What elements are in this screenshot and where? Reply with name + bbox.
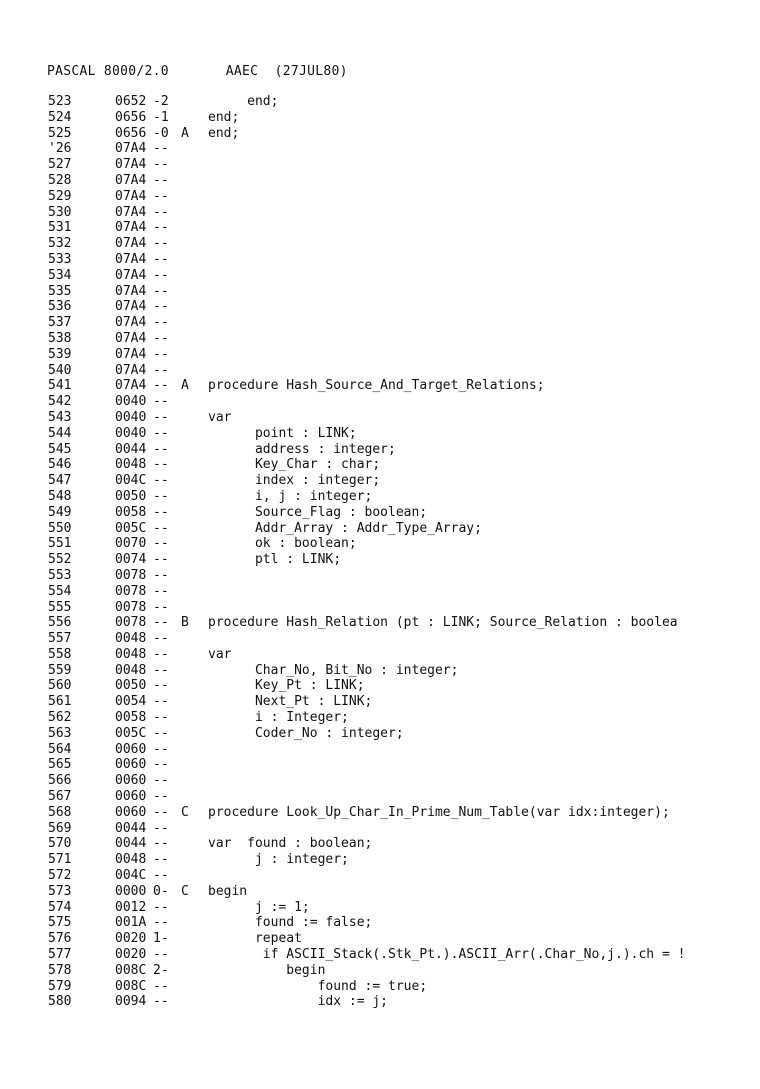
line-number: 548 — [48, 488, 72, 504]
address: 0054 — [115, 694, 147, 710]
source-code: Key_Pt : LINK; — [208, 678, 365, 694]
line-number: 557 — [48, 631, 72, 647]
listing-line — [0, 789, 760, 805]
line-number: 535 — [48, 283, 72, 299]
address: 0020 — [115, 931, 147, 947]
address: 004C — [115, 868, 147, 884]
nesting-level: -- — [153, 631, 169, 647]
source-code: j : integer; — [208, 852, 349, 868]
line-number: 542 — [48, 394, 72, 410]
line-number: 572 — [48, 868, 72, 884]
listing-line — [0, 173, 760, 189]
nesting-level: -- — [153, 646, 169, 662]
address: 0050 — [115, 488, 147, 504]
nesting-level: -- — [153, 710, 169, 726]
line-number: 578 — [48, 962, 72, 978]
address: 0060 — [115, 789, 147, 805]
listing-line — [0, 631, 760, 647]
line-number: 553 — [48, 567, 72, 583]
line-number: 571 — [48, 852, 72, 868]
nesting-level: -- — [153, 694, 169, 710]
line-number: 567 — [48, 789, 72, 805]
source-code: procedure Hash_Source_And_Target_Relations; — [208, 378, 545, 394]
listing-line — [0, 394, 760, 410]
line-number: 537 — [48, 315, 72, 331]
line-number: 566 — [48, 773, 72, 789]
listing-line — [0, 615, 760, 631]
listing-line — [0, 347, 760, 363]
source-code: begin — [208, 883, 248, 899]
line-number: 564 — [48, 741, 72, 757]
source-code: repeat — [208, 931, 302, 947]
address: 0070 — [115, 536, 147, 552]
line-number: 533 — [48, 251, 72, 267]
nesting-level: -- — [153, 236, 169, 252]
nesting-level: -- — [153, 425, 169, 441]
line-number: 538 — [48, 330, 72, 346]
compiler-name: PASCAL 8000/2.0 — [47, 64, 169, 79]
line-number: 556 — [48, 615, 72, 631]
nesting-level: -- — [153, 915, 169, 931]
nesting-level: -- — [153, 536, 169, 552]
listing-line — [0, 205, 760, 221]
nesting-level: -- — [153, 204, 169, 220]
nesting-level: -- — [153, 615, 169, 631]
nesting-level: -- — [153, 773, 169, 789]
line-number: 523 — [48, 94, 72, 109]
nesting-level: -- — [153, 552, 169, 568]
listing-line — [0, 252, 760, 268]
nesting-level: -- — [153, 188, 169, 204]
listing-line — [0, 157, 760, 173]
address: 0078 — [115, 567, 147, 583]
nesting-level: -- — [153, 994, 169, 1010]
line-number: 545 — [48, 441, 72, 457]
line-number: 540 — [48, 362, 72, 378]
site-name: AAEC — [225, 64, 259, 79]
line-number: 580 — [48, 994, 72, 1010]
nesting-level: -- — [153, 947, 169, 963]
source-code: found := false; — [208, 915, 373, 931]
line-number: 544 — [48, 425, 72, 441]
address: 07A4 — [115, 330, 147, 346]
listing-line — [0, 836, 760, 852]
line-number: 547 — [48, 473, 72, 489]
address: 0020 — [115, 947, 147, 963]
line-number: 569 — [48, 820, 72, 836]
nesting-level: -- — [153, 251, 169, 267]
line-number: 552 — [48, 552, 72, 568]
source-code: Next_Pt : LINK; — [208, 694, 373, 710]
line-number: 558 — [48, 646, 72, 662]
listing-line — [0, 663, 760, 679]
address: 008C — [115, 962, 147, 978]
address: 0044 — [115, 441, 147, 457]
nesting-level: -- — [153, 141, 169, 157]
line-number: 528 — [48, 172, 72, 188]
nesting-level: -- — [153, 899, 169, 915]
nesting-level: -- — [153, 789, 169, 805]
nesting-level: -- — [153, 583, 169, 599]
listing-line — [0, 236, 760, 252]
listing-line — [0, 268, 760, 284]
source-code: ok : boolean; — [208, 536, 357, 552]
source-code: i : Integer; — [208, 710, 349, 726]
nesting-level: -- — [153, 409, 169, 425]
listing-line — [0, 426, 760, 442]
line-number: 525 — [48, 125, 72, 141]
source-code: procedure Look_Up_Char_In_Prime_Num_Table(var idx:integer); — [208, 804, 670, 820]
listing-line — [0, 915, 760, 931]
address: 0060 — [115, 804, 147, 820]
listing-line — [0, 757, 760, 773]
line-number: 534 — [48, 267, 72, 283]
nesting-level: -- — [153, 172, 169, 188]
address: 07A4 — [115, 362, 147, 378]
listing-line — [0, 457, 760, 473]
source-code: var — [208, 646, 232, 662]
nesting-level: -- — [153, 678, 169, 694]
listing-line — [0, 220, 760, 236]
line-number: 546 — [48, 457, 72, 473]
line-number: 579 — [48, 978, 72, 994]
line-number: 539 — [48, 346, 72, 362]
listing-line — [0, 678, 760, 694]
nesting-level: -- — [153, 820, 169, 836]
address: 0048 — [115, 852, 147, 868]
address: 0060 — [115, 757, 147, 773]
address: 0078 — [115, 583, 147, 599]
line-number: 575 — [48, 915, 72, 931]
nesting-level: -- — [153, 315, 169, 331]
address: 008C — [115, 978, 147, 994]
source-code: address : integer; — [208, 441, 396, 457]
line-number: 529 — [48, 188, 72, 204]
block-letter: A — [181, 125, 189, 141]
nesting-level: -- — [153, 283, 169, 299]
nesting-level: -- — [153, 836, 169, 852]
line-number: 577 — [48, 947, 72, 963]
line-number: 536 — [48, 299, 72, 315]
address: 0058 — [115, 504, 147, 520]
nesting-level: 1- — [153, 931, 169, 947]
source-code: var found : boolean; — [208, 836, 373, 852]
source-code: i, j : integer; — [208, 488, 373, 504]
listing-line — [0, 900, 760, 916]
source-code: Source_Flag : boolean; — [208, 504, 428, 520]
address: 0012 — [115, 899, 147, 915]
listing-line — [0, 284, 760, 300]
address: 07A4 — [115, 157, 147, 173]
line-number: 562 — [48, 710, 72, 726]
address: 0048 — [115, 646, 147, 662]
listing-line — [0, 473, 760, 489]
source-code: Key_Char : char; — [208, 457, 381, 473]
nesting-level: -- — [153, 520, 169, 536]
page-header — [47, 64, 348, 79]
block-letter: A — [181, 378, 189, 394]
line-number: 561 — [48, 694, 72, 710]
listing-line — [0, 600, 760, 616]
address: 0652 — [115, 94, 147, 109]
nesting-level: -- — [153, 488, 169, 504]
address: 0078 — [115, 599, 147, 615]
line-number: 576 — [48, 931, 72, 947]
listing-line — [0, 852, 760, 868]
listing-line — [0, 552, 760, 568]
block-letter: C — [181, 883, 189, 899]
listing-line — [0, 189, 760, 205]
address: 07A4 — [115, 299, 147, 315]
source-code: procedure Hash_Relation (pt : LINK; Source_Relation : boolea — [208, 615, 678, 631]
address: 0656 — [115, 125, 147, 141]
source-code: Addr_Array : Addr_Type_Array; — [208, 520, 482, 536]
address: 0040 — [115, 409, 147, 425]
listing-line — [0, 94, 760, 110]
nesting-level: -- — [153, 441, 169, 457]
listing-line — [0, 947, 760, 963]
line-number: 559 — [48, 662, 72, 678]
listing-line — [0, 315, 760, 331]
nesting-level: -- — [153, 346, 169, 362]
line-number: 530 — [48, 204, 72, 220]
address: 0050 — [115, 678, 147, 694]
nesting-level: -- — [153, 662, 169, 678]
listing-line — [0, 868, 760, 884]
address: 0058 — [115, 710, 147, 726]
address: 07A4 — [115, 251, 147, 267]
address: 0060 — [115, 741, 147, 757]
nesting-level: -- — [153, 299, 169, 315]
listing-line — [0, 410, 760, 426]
address: 0094 — [115, 994, 147, 1010]
address: 0000 — [115, 883, 147, 899]
nesting-level: -- — [153, 267, 169, 283]
line-number: 568 — [48, 804, 72, 820]
source-code: found := true; — [208, 978, 428, 994]
nesting-level: -- — [153, 362, 169, 378]
address: 07A4 — [115, 188, 147, 204]
line-number: 554 — [48, 583, 72, 599]
listing-line — [0, 363, 760, 379]
address: 07A4 — [115, 283, 147, 299]
nesting-level: -- — [153, 804, 169, 820]
source-code: idx := j; — [208, 994, 389, 1010]
nesting-level: -- — [153, 220, 169, 236]
listing-line — [0, 742, 760, 758]
line-number: 565 — [48, 757, 72, 773]
source-code: end; — [208, 109, 240, 125]
nesting-level: 0- — [153, 883, 169, 899]
nesting-level: -- — [153, 330, 169, 346]
line-number: 560 — [48, 678, 72, 694]
line-number: 550 — [48, 520, 72, 536]
nesting-level: -- — [153, 394, 169, 410]
source-code: j := 1; — [208, 899, 310, 915]
source-code: point : LINK; — [208, 425, 357, 441]
line-number: 549 — [48, 504, 72, 520]
address: 0048 — [115, 662, 147, 678]
line-number: 563 — [48, 725, 72, 741]
listing-line — [0, 694, 760, 710]
listing-line — [0, 331, 760, 347]
nesting-level: -- — [153, 868, 169, 884]
address: 0048 — [115, 631, 147, 647]
listing-line — [0, 521, 760, 537]
nesting-level: -- — [153, 978, 169, 994]
address: 0060 — [115, 773, 147, 789]
address: 07A4 — [115, 267, 147, 283]
nesting-level: -- — [153, 457, 169, 473]
address: 0040 — [115, 394, 147, 410]
line-number: '26 — [48, 141, 72, 157]
listing-line — [0, 126, 760, 142]
address: 07A4 — [115, 220, 147, 236]
line-number: 532 — [48, 236, 72, 252]
listing-line — [0, 963, 760, 979]
line-number: 524 — [48, 109, 72, 125]
address: 0044 — [115, 836, 147, 852]
line-number: 570 — [48, 836, 72, 852]
listing-line — [0, 647, 760, 663]
listing-line — [0, 979, 760, 995]
address: 004C — [115, 473, 147, 489]
source-code: end; — [208, 125, 240, 141]
listing-line — [0, 821, 760, 837]
listing-line — [0, 710, 760, 726]
address: 07A4 — [115, 172, 147, 188]
source-code: if ASCII_Stack(.Stk_Pt.).ASCII_Arr(.Char_No,j.).ch = ! — [208, 947, 686, 963]
source-code: var — [208, 409, 232, 425]
listing-line — [0, 805, 760, 821]
listing-line — [0, 378, 760, 394]
address: 0048 — [115, 457, 147, 473]
listing-line — [0, 568, 760, 584]
line-number: 573 — [48, 883, 72, 899]
address: 07A4 — [115, 346, 147, 362]
listing-line — [0, 299, 760, 315]
listing-line — [0, 141, 760, 157]
listing-line — [0, 931, 760, 947]
address: 001A — [115, 915, 147, 931]
listing-line — [0, 994, 760, 1010]
nesting-level: -- — [153, 757, 169, 773]
nesting-level: -- — [153, 504, 169, 520]
line-number: 574 — [48, 899, 72, 915]
listing-line — [0, 773, 760, 789]
address: 0656 — [115, 109, 147, 125]
line-number: 555 — [48, 599, 72, 615]
address: 07A4 — [115, 378, 147, 394]
line-number: 551 — [48, 536, 72, 552]
source-code: Char_No, Bit_No : integer; — [208, 662, 459, 678]
nesting-level: 2- — [153, 962, 169, 978]
listing-line — [0, 110, 760, 126]
source-code: index : integer; — [208, 473, 381, 489]
nesting-level: -- — [153, 725, 169, 741]
address: 0078 — [115, 615, 147, 631]
listing-line — [0, 884, 760, 900]
listing-line — [0, 726, 760, 742]
line-number: 541 — [48, 378, 72, 394]
address: 0044 — [115, 820, 147, 836]
source-code: ptl : LINK; — [208, 552, 342, 568]
nesting-level: -- — [153, 852, 169, 868]
nesting-level: -- — [153, 567, 169, 583]
listing-line — [0, 536, 760, 552]
nesting-level: -2 — [153, 94, 169, 109]
listing-line — [0, 442, 760, 458]
source-code: end; — [208, 94, 279, 109]
source-code: Coder_No : integer; — [208, 725, 404, 741]
line-number: 527 — [48, 157, 72, 173]
listing-line — [0, 505, 760, 521]
address: 0040 — [115, 425, 147, 441]
listing-line — [0, 584, 760, 600]
address: 005C — [115, 520, 147, 536]
address: 07A4 — [115, 141, 147, 157]
listing-line — [0, 489, 760, 505]
block-letter: C — [181, 804, 189, 820]
line-number: 531 — [48, 220, 72, 236]
address: 0074 — [115, 552, 147, 568]
address: 07A4 — [115, 204, 147, 220]
nesting-level: -- — [153, 378, 169, 394]
source-listing — [0, 94, 760, 1010]
nesting-level: -- — [153, 473, 169, 489]
address: 07A4 — [115, 315, 147, 331]
nesting-level: -- — [153, 741, 169, 757]
nesting-level: -0 — [153, 125, 169, 141]
compile-date: (27JUL80) — [274, 64, 348, 79]
line-number: 543 — [48, 409, 72, 425]
address: 07A4 — [115, 236, 147, 252]
nesting-level: -1 — [153, 109, 169, 125]
nesting-level: -- — [153, 599, 169, 615]
address: 005C — [115, 725, 147, 741]
block-letter: B — [181, 615, 189, 631]
source-code: begin — [208, 962, 326, 978]
nesting-level: -- — [153, 157, 169, 173]
